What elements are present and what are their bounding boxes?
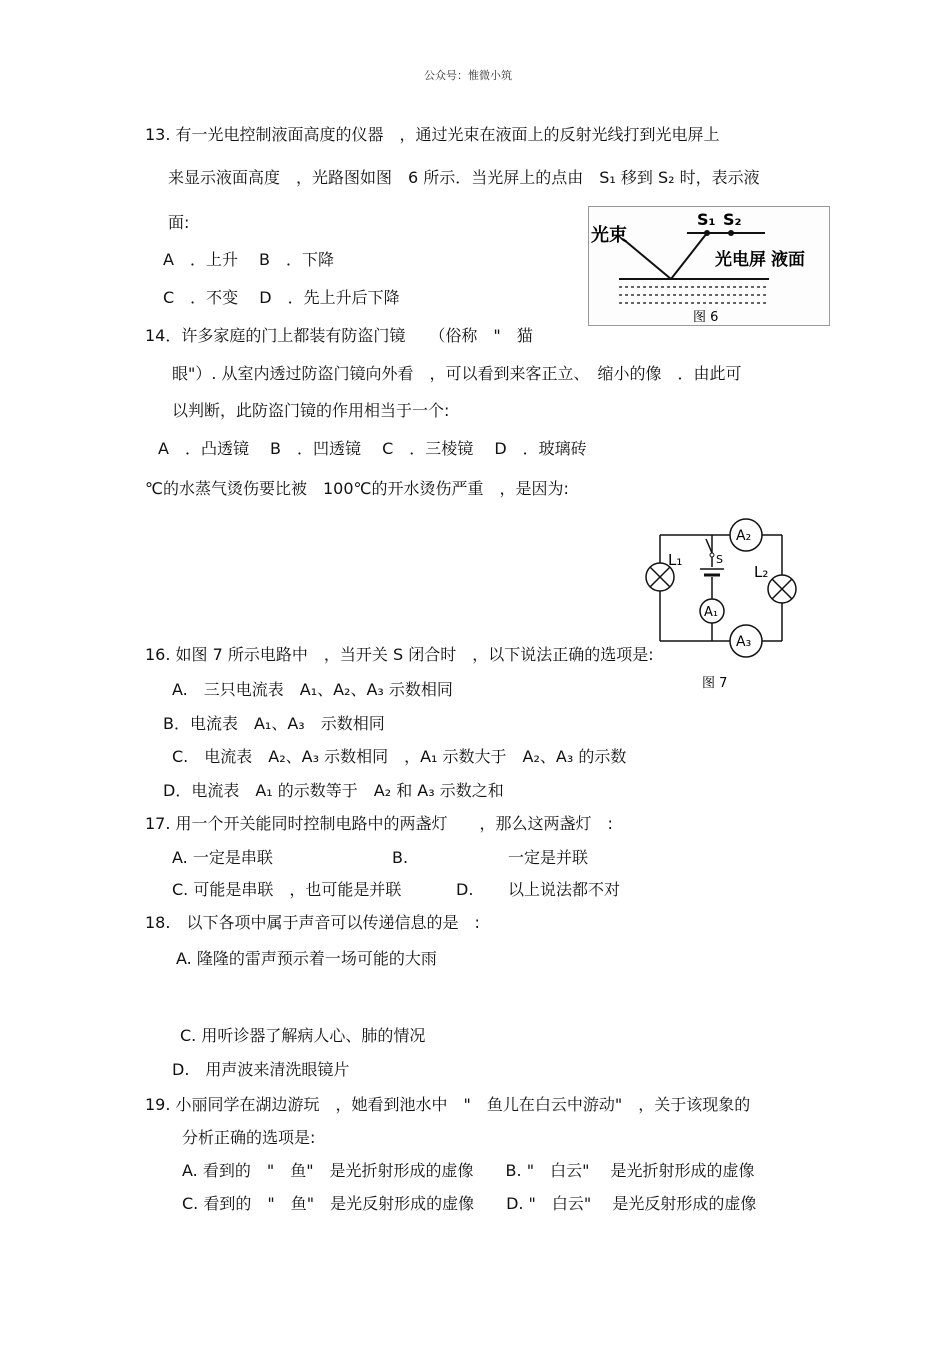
figure-6-caption: 图 6 <box>693 310 719 325</box>
label-s: S <box>716 553 723 566</box>
light-beam-reflected <box>671 233 707 279</box>
question-16-stem: 16. 如图 7 所示电路中 ，当开关 S 闭合时 ，以下说法正确的选项是: <box>145 645 654 664</box>
question-17-option-b-letter: B. <box>392 848 409 867</box>
question-17-option-b-text: 一定是并联 <box>508 848 589 867</box>
question-16-option-c: C. 电流表 A₂、A₃ 示数相同 ，A₁ 示数大于 A₂、A₃ 的示数 <box>172 747 627 766</box>
page-header: 公众号：惟微小筑 <box>424 69 512 82</box>
question-18-option-c: C. 用听诊器了解病人心、肺的情况 <box>180 1026 426 1045</box>
label-l1: L₁ <box>668 551 683 569</box>
label-l2: L₂ <box>754 563 769 581</box>
label-s1: S₁ <box>697 210 716 229</box>
question-17-stem: 17. 用一个开关能同时控制电路中的两盏灯 ，那么这两盏灯 : <box>145 814 613 833</box>
circuit-diagram <box>640 515 810 700</box>
question-14-line-2: 眼"）. 从室内透过防盗门镜向外看 ，可以看到来客正立、 缩小的像 ．由此可 <box>172 364 742 383</box>
switch-s <box>706 539 712 553</box>
question-17-option-c: C. 可能是串联 ，也可能是并联 <box>172 880 402 899</box>
question-13-options-ab: A ．上升 B ．下降 <box>163 250 335 269</box>
question-19-line-2: 分析正确的选项是: <box>182 1128 316 1147</box>
label-a2: A₂ <box>736 528 752 544</box>
label-beam: 光束 <box>591 225 627 246</box>
question-14-line-3: 以判断，此防盗门镜的作用相当于一个: <box>172 401 450 420</box>
question-13-line-2: 来显示液面高度 ，光路图如图 6 所示．当光屏上的点由 S₁ 移到 S₂ 时，表示液 <box>168 168 760 187</box>
figure-7 <box>640 515 810 700</box>
label-liquid: 液面 <box>771 250 805 270</box>
question-13-line-1: 13. 有一光电控制液面高度的仪器 ，通过光束在液面上的反射光线打到光电屏上 <box>145 125 720 144</box>
question-18-stem: 18. 以下各项中属于声音可以传递信息的是 : <box>145 913 480 932</box>
question-16-option-a: A. 三只电流表 A₁、A₂、A₃ 示数相同 <box>172 680 453 699</box>
question-16-option-d: D．电流表 A₁ 的示数等于 A₂ 和 A₃ 示数之和 <box>163 781 504 800</box>
question-14-options: A ．凸透镜 B ．凹透镜 C ．三棱镜 D ．玻璃砖 <box>158 439 587 458</box>
question-19-line-1: 19. 小丽同学在湖边游玩 ，她看到池水中 " 鱼儿在白云中游动" ，关于该现象的 <box>145 1095 751 1114</box>
question-13-line-3: 面: <box>168 213 190 232</box>
question-18-option-a: A. 隆隆的雷声预示着一场可能的大雨 <box>176 949 437 968</box>
label-a1: A₁ <box>704 605 719 620</box>
figure-6 <box>588 206 830 326</box>
question-16-option-b: B．电流表 A₁、A₃ 示数相同 <box>163 714 385 733</box>
question-14-line-1: 14．许多家庭的门上都装有防盗门镜 （俗称 " 猫 <box>145 326 533 345</box>
question-19-options-ab: A. 看到的 " 鱼" 是光折射形成的虚像 B. " 白云" 是光折射形成的虚像 <box>182 1161 755 1180</box>
switch-contact <box>710 553 714 557</box>
label-s2: S₂ <box>723 210 742 229</box>
question-13-options-cd: C ．不变 D ．先上升后下降 <box>163 288 400 307</box>
light-beam-incident <box>623 239 671 279</box>
label-a3: A₃ <box>736 634 752 650</box>
label-screen: 光电屏 <box>715 250 766 270</box>
point-s1 <box>704 230 710 236</box>
question-15-line-1: ℃的水蒸气烫伤要比被 100℃的开水烫伤严重 ，是因为: <box>145 479 569 498</box>
question-19-options-cd: C. 看到的 " 鱼" 是光反射形成的虚像 D. " 白云" 是光反射形成的虚像 <box>182 1194 757 1213</box>
point-s2 <box>728 230 734 236</box>
question-18-option-d: D. 用声波来清洗眼镜片 <box>172 1060 350 1079</box>
question-17-option-d-text: 以上说法都不对 <box>508 880 621 899</box>
figure-7-caption: 图 7 <box>702 676 728 691</box>
figure-6-diagram <box>589 207 829 325</box>
question-17-option-d-letter: D. <box>456 880 474 899</box>
question-17-option-a: A. 一定是串联 <box>172 848 273 867</box>
